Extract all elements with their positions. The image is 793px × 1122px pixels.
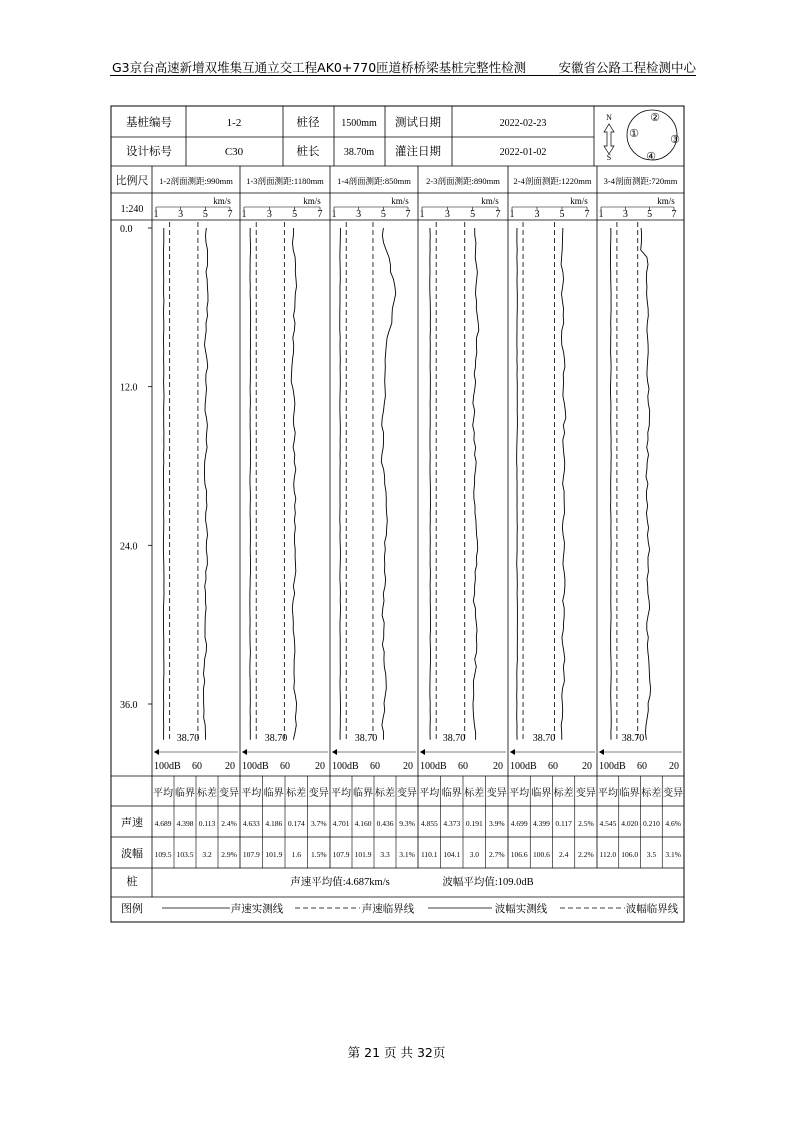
speed-measured-line-3 — [381, 228, 395, 740]
velocity-tick-6-7: 7 — [671, 209, 677, 220]
speed-stat-6-0: 4.545 — [599, 819, 617, 828]
amp-axis-arrow-1 — [154, 749, 159, 755]
stat-header-1-2: 标差 — [197, 788, 217, 799]
speed-stat-5-0: 4.699 — [510, 819, 528, 828]
amp-stat-4-0: 110.1 — [420, 850, 438, 859]
depth-label-2: 24.0 — [120, 541, 138, 553]
amp-stat-5-1: 100.6 — [532, 850, 550, 859]
stat-header-1-0: 平均 — [153, 788, 173, 799]
speed-stat-1-3: 2.4% — [221, 819, 237, 828]
stat-header-6-1: 临界 — [619, 788, 640, 799]
amp-tick-3-2: 20 — [403, 761, 413, 772]
stat-header-1-3: 变异 — [219, 788, 239, 799]
test-date-label: 测试日期 — [395, 117, 441, 129]
amp-stat-2-3: 1.5% — [310, 850, 327, 859]
amp-measured-line-3 — [340, 228, 341, 740]
velocity-unit-2: km/s — [303, 196, 321, 206]
amp-tick-6-1: 60 — [637, 761, 647, 772]
amp-measured-line-4 — [430, 228, 431, 740]
velocity-tick-3-1: 1 — [331, 209, 337, 220]
row-legend-label: 图例 — [121, 903, 143, 915]
speed-stat-5-2: 0.117 — [555, 819, 572, 828]
pour-date-value: 2022-01-02 — [499, 147, 547, 158]
amp-stat-5-2: 2.4 — [558, 850, 569, 859]
profile-title-4: 2-3剖面测距:890mm — [426, 176, 500, 186]
speed-stat-3-1: 4.160 — [354, 819, 372, 828]
amp-tick-1-1: 60 — [192, 761, 202, 772]
velocity-tick-5-7: 7 — [584, 209, 590, 220]
bottom-depth-label-6: 38.70 — [621, 733, 645, 744]
pour-date-label: 灌注日期 — [395, 146, 441, 158]
profile-title-5: 2-4剖面测距:1220mm — [513, 176, 592, 186]
speed-stat-4-0: 4.855 — [420, 819, 438, 828]
amp-tick-2-2: 20 — [315, 761, 325, 772]
amp-average-summary: 波幅平均值:109.0dB — [442, 877, 534, 888]
grade-label: 设计标号 — [126, 146, 172, 158]
amp-stat-3-2: 3.3 — [380, 850, 390, 859]
pile-no-value: 1-2 — [226, 117, 242, 129]
len-value: 38.70m — [343, 147, 375, 158]
amp-tick-5-0: 100dB — [510, 761, 537, 772]
velocity-tick-3-7: 7 — [405, 209, 411, 220]
stat-header-5-1: 临界 — [531, 788, 552, 799]
bottom-depth-label-1: 38.70 — [176, 733, 200, 744]
amp-stat-3-1: 101.9 — [354, 850, 372, 859]
amp-stat-6-3: 3.1% — [665, 850, 681, 859]
velocity-unit-1: km/s — [213, 196, 231, 206]
stat-header-6-3: 变异 — [663, 788, 684, 799]
bottom-depth-label-5: 38.70 — [532, 733, 556, 744]
legend-amp-measured: 波幅实测线 — [494, 904, 548, 915]
amp-tick-5-2: 20 — [582, 761, 592, 772]
tube-marker-1: ① — [629, 128, 639, 140]
stat-header-3-0: 平均 — [331, 788, 351, 799]
velocity-tick-1-3: 3 — [178, 209, 184, 220]
scale-value: 1:240 — [120, 204, 144, 215]
stat-header-5-0: 平均 — [509, 788, 530, 799]
stat-header-3-3: 变异 — [397, 788, 417, 799]
speed-stat-2-1: 4.186 — [265, 819, 283, 828]
test-date-value: 2022-02-23 — [499, 118, 547, 129]
amp-stat-1-3: 2.9% — [221, 850, 237, 859]
amp-stat-3-3: 3.1% — [399, 850, 415, 859]
tube-marker-2: ② — [650, 112, 660, 124]
velocity-tick-2-3: 3 — [266, 209, 272, 220]
speed-stat-3-3: 9.3% — [399, 819, 415, 828]
amp-axis-arrow-6 — [599, 749, 604, 755]
compass-north: N — [606, 113, 612, 122]
amp-stat-3-0: 107.9 — [332, 850, 350, 859]
stat-header-5-2: 标差 — [553, 788, 574, 799]
depth-label-3: 36.0 — [120, 700, 138, 711]
speed-measured-line-1 — [204, 228, 209, 740]
speed-stat-2-0: 4.633 — [242, 819, 260, 828]
velocity-tick-2-7: 7 — [317, 209, 323, 220]
velocity-unit-3: km/s — [391, 196, 409, 206]
speed-stat-4-2: 0.191 — [465, 819, 483, 828]
speed-stat-6-3: 4.6% — [665, 819, 681, 828]
stat-header-2-1: 临界 — [263, 788, 284, 799]
len-label: 桩长 — [296, 146, 320, 158]
velocity-tick-5-5: 5 — [559, 209, 565, 220]
velocity-tick-6-5: 5 — [647, 209, 653, 220]
velocity-tick-6-3: 3 — [622, 209, 628, 220]
report-frame — [111, 106, 684, 922]
velocity-tick-4-7: 7 — [495, 209, 501, 220]
speed-stat-1-0: 4.689 — [154, 819, 172, 828]
stat-header-2-3: 变异 — [308, 788, 329, 799]
stat-header-4-3: 变异 — [486, 788, 507, 799]
amp-tick-5-1: 60 — [548, 761, 558, 772]
amp-axis-arrow-5 — [510, 749, 515, 755]
bottom-depth-label-3: 38.70 — [354, 733, 378, 744]
bottom-depth-label-4: 38.70 — [442, 733, 466, 744]
amp-tick-3-0: 100dB — [332, 761, 359, 772]
tube-marker-4: ④ — [646, 151, 656, 163]
stat-header-2-0: 平均 — [241, 788, 262, 799]
speed-stat-2-3: 3.7% — [310, 819, 327, 828]
velocity-tick-2-1: 1 — [241, 209, 247, 220]
amp-stat-5-3: 2.2% — [578, 850, 594, 859]
row-amp-label: 波幅 — [121, 848, 143, 860]
amp-stat-2-0: 107.9 — [242, 850, 260, 859]
pile-no-label: 基桩编号 — [126, 117, 172, 129]
speed-stat-4-1: 4.373 — [443, 819, 461, 828]
velocity-tick-1-7: 7 — [227, 209, 233, 220]
speed-stat-3-0: 4.701 — [332, 819, 350, 828]
amp-measured-line-5 — [517, 228, 518, 740]
speed-stat-5-3: 2.5% — [578, 819, 594, 828]
amp-stat-1-1: 103.5 — [176, 850, 194, 859]
velocity-tick-1-5: 5 — [202, 209, 208, 220]
velocity-unit-5: km/s — [570, 196, 588, 206]
scale-label: 比例尺 — [115, 175, 149, 187]
amp-stat-4-2: 3.0 — [469, 850, 479, 859]
amp-axis-arrow-2 — [242, 749, 247, 755]
compass-south: S — [606, 153, 612, 162]
amp-stat-2-2: 1.6 — [291, 850, 301, 859]
speed-measured-line-6 — [641, 228, 651, 740]
amp-axis-arrow-4 — [420, 749, 425, 755]
velocity-tick-6-1: 1 — [598, 209, 604, 220]
speed-measured-line-2 — [291, 228, 296, 740]
amp-stat-4-3: 2.7% — [488, 850, 505, 859]
stat-header-4-0: 平均 — [419, 788, 440, 799]
depth-label-0: 0.0 — [120, 224, 133, 235]
amp-tick-1-2: 20 — [225, 761, 235, 772]
velocity-unit-4: km/s — [481, 196, 499, 206]
speed-stat-2-2: 0.174 — [287, 819, 305, 828]
amp-tick-4-2: 20 — [493, 761, 503, 772]
speed-stat-1-1: 4.398 — [176, 819, 194, 828]
velocity-tick-3-5: 5 — [380, 209, 386, 220]
organization-name: 安徽省公路工程检测中心 — [558, 60, 696, 75]
stat-header-6-0: 平均 — [597, 788, 618, 799]
speed-stat-6-2: 0.210 — [642, 819, 660, 828]
profile-title-2: 1-3剖面测距:1180mm — [246, 176, 324, 186]
legend-amp-critical: 波幅临界线 — [625, 904, 679, 915]
speed-measured-line-4 — [473, 228, 479, 740]
dia-value: 1500mm — [341, 118, 377, 129]
amp-stat-6-0: 112.0 — [599, 850, 617, 859]
stat-header-6-2: 标差 — [641, 788, 662, 799]
speed-stat-3-2: 0.436 — [376, 819, 394, 828]
compass-arrow — [604, 124, 614, 154]
tube-marker-3: ③ — [670, 134, 680, 146]
velocity-tick-5-1: 1 — [509, 209, 515, 220]
amp-measured-line-6 — [610, 228, 611, 740]
amp-measured-line-1 — [163, 228, 164, 740]
project-title: G3京台高速新增双堆集互通立交工程AK0+770匝道桥桥梁基桩完整性检测 — [112, 60, 527, 75]
amp-axis-arrow-3 — [332, 749, 337, 755]
amp-stat-6-2: 3.5 — [646, 850, 657, 859]
legend-speed-measured: 声速实测线 — [230, 904, 284, 915]
page-number: 第 21 页 共 32页 — [347, 1045, 446, 1060]
row-pile-label: 桩 — [126, 876, 138, 888]
speed-measured-line-5 — [561, 228, 566, 740]
legend-speed-critical: 声速临界线 — [361, 904, 415, 915]
speed-stat-5-1: 4.399 — [532, 819, 550, 828]
amp-stat-2-1: 101.9 — [265, 850, 283, 859]
amp-tick-6-2: 20 — [669, 761, 679, 772]
amp-stat-5-0: 106.6 — [510, 850, 528, 859]
stat-header-2-2: 标差 — [286, 788, 307, 799]
amp-stat-1-2: 3.2 — [202, 850, 212, 859]
stat-header-5-3: 变异 — [575, 788, 596, 799]
velocity-tick-3-3: 3 — [356, 209, 362, 220]
amp-tick-6-0: 100dB — [599, 761, 626, 772]
stat-header-1-1: 临界 — [175, 788, 195, 799]
amp-stat-6-1: 106.0 — [621, 850, 639, 859]
velocity-tick-4-1: 1 — [419, 209, 425, 220]
stat-header-3-2: 标差 — [375, 788, 395, 799]
velocity-tick-2-5: 5 — [292, 209, 298, 220]
amp-tick-3-1: 60 — [370, 761, 380, 772]
amp-measured-line-2 — [250, 228, 251, 740]
speed-stat-6-1: 4.020 — [621, 819, 639, 828]
stat-header-3-1: 临界 — [353, 788, 373, 799]
velocity-tick-1-1: 1 — [153, 209, 159, 220]
amp-stat-4-1: 104.1 — [443, 850, 461, 859]
stat-header-4-1: 临界 — [441, 788, 462, 799]
profile-title-3: 1-4剖面测距:850mm — [337, 176, 411, 186]
amp-stat-1-0: 109.5 — [154, 850, 172, 859]
dia-label: 桩径 — [296, 117, 320, 129]
amp-tick-1-0: 100dB — [154, 761, 181, 772]
stat-header-4-2: 标差 — [464, 788, 485, 799]
profile-title-1: 1-2剖面测距:990mm — [159, 176, 233, 186]
velocity-tick-5-3: 3 — [534, 209, 540, 220]
amp-tick-4-0: 100dB — [420, 761, 447, 772]
amp-tick-4-1: 60 — [458, 761, 468, 772]
bottom-depth-label-2: 38.70 — [264, 733, 288, 744]
speed-average-summary: 声速平均值:4.687km/s — [290, 877, 390, 888]
amp-tick-2-0: 100dB — [242, 761, 269, 772]
amp-tick-2-1: 60 — [280, 761, 290, 772]
velocity-tick-4-3: 3 — [444, 209, 450, 220]
speed-stat-4-3: 3.9% — [488, 819, 505, 828]
row-speed-label: 声速 — [121, 817, 143, 829]
profile-title-6: 3-4剖面测距:720mm — [603, 176, 678, 186]
grade-value: C30 — [224, 146, 244, 158]
velocity-unit-6: km/s — [657, 196, 675, 206]
depth-label-1: 12.0 — [120, 382, 138, 394]
speed-stat-1-2: 0.113 — [198, 819, 216, 828]
velocity-tick-4-5: 5 — [470, 209, 476, 220]
